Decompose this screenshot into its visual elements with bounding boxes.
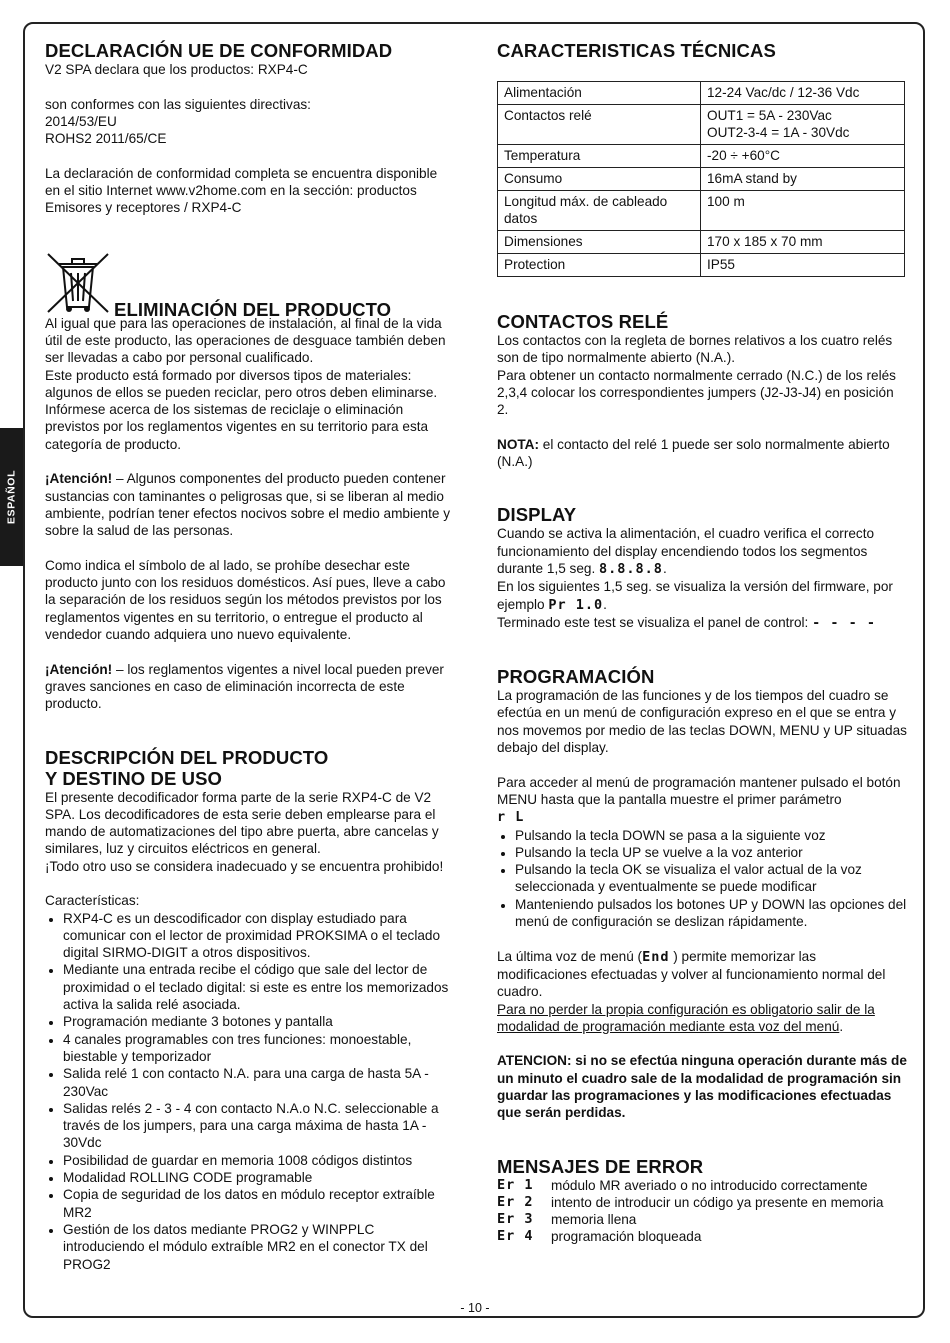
programming-list xyxy=(497,827,907,931)
page-number: - 10 - xyxy=(460,1301,490,1315)
error-text: memoria llena xyxy=(551,1212,637,1228)
errors-title: MENSAJES DE ERROR xyxy=(497,1155,704,1177)
list-item: • Gestión de los datos mediante PROG2 y WINPPLC introduciendo el módulo extraíble MR2 en el conector TX del PROG2 xyxy=(63,1221,455,1273)
description-title-line1: DESCRIPCIÓN DEL PRODUCTO xyxy=(45,746,329,768)
segment-code: 8.8.8.8 xyxy=(599,560,663,577)
table-row xyxy=(498,168,905,191)
programming-p2: Para acceder al menú de programación mantener pulsado el botón MENU hasta que la pantalla muestre el primer parámetro xyxy=(497,774,901,807)
spec-label: Temperatura xyxy=(498,145,701,168)
error-row xyxy=(497,1177,907,1194)
description-p1: El presente decodificador forma parte de la serie RXP4-C de V2 SPA. Los decodificadores de esta serie deben emplearse para el mando de automatizaciones del tipo abre puerta, abre cancelas y similares, luz y circuitos eléctricos en general. xyxy=(45,789,439,857)
programming-section xyxy=(497,666,907,1121)
error-row xyxy=(497,1211,907,1228)
display-p2: En los siguientes 1,5 seg. se visualiza la versión del firmware, por ejemplo Pr 1.0. xyxy=(497,579,893,613)
segment-code: r L xyxy=(497,809,525,826)
description-section xyxy=(45,747,455,1273)
display-p1: Cuando se activa la alimentación, el cuadro verifica el correcto funcionamiento del display encendiendo todos los segmentos durante 1,5 seg. 8.8.8.8. xyxy=(497,526,875,577)
table-row xyxy=(498,145,905,168)
error-code: Er 3 xyxy=(497,1211,534,1228)
directive-item: ROHS2 2011/65/CE xyxy=(45,131,167,147)
programming-warning: ATENCION: si no se efectúa ninguna operación durante más de un minuto el cuadro sale de la modalidad de programación sin guardar las programaciones y las modificaciones efectuadas que serán perdidas. xyxy=(497,1053,907,1121)
list-item: • Modalidad ROLLING CODE programable xyxy=(63,1169,455,1186)
list-item: • Pulsando la tecla DOWN se pasa a la siguiente voz xyxy=(515,827,907,844)
list-item: • 4 canales programables con tres funciones: monoestable, biestable y temporizador xyxy=(63,1031,455,1066)
display-section xyxy=(497,504,907,632)
error-text: intento de introducir un código ya presente en memoria xyxy=(551,1194,884,1210)
segment-code: Pr 1.0 xyxy=(548,596,604,613)
table-row xyxy=(498,254,905,277)
description-p2: ¡Todo otro uso se considera inadecuado y se encuentra prohibido! xyxy=(45,858,444,874)
features-label: Características: xyxy=(45,893,140,909)
table-row xyxy=(498,105,905,145)
declaration-section xyxy=(45,40,455,217)
right-column xyxy=(497,40,907,1246)
display-p3: Terminado este test se visualiza el panel de control: - - - - xyxy=(497,614,876,631)
relay-note: NOTA: el contacto del relé 1 puede ser solo normalmente abierto (N.A.) xyxy=(497,436,890,470)
list-item: • Pulsando la tecla UP se vuelve a la voz anterior xyxy=(515,844,907,861)
specs-title: CARACTERISTICAS TÉCNICAS xyxy=(497,40,776,61)
list-item: • Salidas relés 2 - 3 - 4 con contacto N.A.o N.C. seleccionable a través de los jumpers, para una carga máxima de hasta 1A - 30Vdc xyxy=(63,1100,455,1152)
disposal-p3: Como indica el símbolo de al lado, se prohíbe desechar este producto junto con los residuos domésticos. Así pues, lleve a cabo la separación de los residuos según los métodos previstos por los reglamentos vigentes en su territorio, o entregue el producto al vendedor cuando adquiera uno nuevo equivalente. xyxy=(45,557,446,643)
programming-title: PROGRAMACIÓN xyxy=(497,666,655,688)
error-code: Er 4 xyxy=(497,1228,534,1245)
spec-value: 100 m xyxy=(701,191,905,231)
disposal-warning2: ¡Atención! – los reglamentos vigentes a nivel local pueden prever graves sanciones en caso de eliminación incorrecta de este producto. xyxy=(45,661,444,712)
spec-label: Protection xyxy=(498,254,701,277)
programming-p3-underlined: Para no perder la propia configuración es obligatorio salir de la modalidad de programación mediante esta voz del menú. xyxy=(497,1001,875,1034)
list-item: • Salida relé 1 con contacto N.A. para una carga de hasta 5A - 230Vac xyxy=(63,1065,455,1100)
declaration-availability: La declaración de conformidad completa se encuentra disponible en el sitio Internet www.v2home.com en la sección: productos Emisores y receptores / RXP4-C xyxy=(45,165,438,216)
list-item: • Manteniendo pulsados los botones UP y DOWN las opciones del menú de configuración se deslizan rápidamente. xyxy=(515,896,907,931)
error-code: Er 2 xyxy=(497,1193,534,1210)
segment-code: - - - - xyxy=(812,614,876,631)
spec-value: 16mA stand by xyxy=(701,168,905,191)
relay-p1: Los contactos con la regleta de bornes relativos a los cuatro relés son de tipo normalmente abierto (N.A.). xyxy=(497,333,893,366)
programming-p3: La última voz de menú (End ) permite memorizar las modificaciones efectuadas y volver al funcionamiento normal del cuadro. xyxy=(497,948,886,1000)
spec-value: -20 ÷ +60°C xyxy=(701,145,905,168)
description-title-line2: Y DESTINO DE USO xyxy=(45,767,223,789)
spec-value: 12-24 Vac/dc / 12-36 Vdc xyxy=(701,82,905,105)
error-text: módulo MR averiado o no introducido correctamente xyxy=(551,1177,868,1193)
relay-section xyxy=(497,311,907,470)
error-row xyxy=(497,1228,907,1245)
segment-code: End xyxy=(642,948,670,965)
error-text: programación bloqueada xyxy=(551,1229,702,1245)
disposal-p1: Al igual que para las operaciones de instalación, al final de la vida útil de este producto, las operaciones de desguace también deben ser llevadas a cabo por personal cualificado. xyxy=(45,315,446,366)
spec-label: Alimentación xyxy=(498,82,701,105)
relay-p2: Para obtener un contacto normalmente cerrado (N.C.) de los relés 2,3,4 colocar los correspondientes jumpers (J2-J3-J4) en posición 2. xyxy=(497,367,896,418)
list-item: • Mediante una entrada recibe el código que sale del lector de proximidad o el teclado digital: si este es entre los memorizados activa la salida relé asociada. xyxy=(63,961,455,1013)
disposal-section xyxy=(45,251,455,713)
disposal-p2: Este producto está formado por diversos tipos de materiales: algunos de ellos se pueden reciclar, pero otros deben eliminarse. Infórmese acerca de los sistemas de reciclaje o eliminación previstos por los reglamentos vigentes en su territorio para esta categoría de producto. xyxy=(45,367,438,452)
programming-p1: La programación de las funciones y de los tiempos del cuadro se efectúa en un menú de configuración expreso en el que se entra y nos movemos por medio de las teclas DOWN, MENU y UP situadas debajo del display. xyxy=(497,688,907,756)
language-label: ESPAÑOL xyxy=(4,469,17,525)
spec-label: Dimensiones xyxy=(498,231,701,254)
relay-title: CONTACTOS RELÉ xyxy=(497,311,669,332)
errors-section xyxy=(497,1156,907,1246)
directive-item: 2014/53/EU xyxy=(45,113,117,129)
specs-section xyxy=(497,40,907,277)
spec-value: 170 x 185 x 70 mm xyxy=(701,231,905,254)
left-column xyxy=(45,40,455,1273)
table-row xyxy=(498,231,905,254)
list-item: • Programación mediante 3 botones y pantalla xyxy=(63,1013,455,1030)
spec-label: Consumo xyxy=(498,168,701,191)
specs-table xyxy=(497,81,905,277)
disposal-warning1: ¡Atención! – Algunos componentes del producto pueden contener sustancias con taminantes o peligrosas que, si se liberan al medio ambiente, podrían tener efectos nocivos sobre el medio ambiente y sobre la salud de las personas. xyxy=(45,471,451,539)
declaration-conform-line: son conformes con las siguientes directivas: xyxy=(45,96,311,112)
list-item: • Pulsando la tecla OK se visualiza el valor actual de la voz seleccionada y eventualmente se puede modificar xyxy=(515,861,907,896)
crossed-out-bin-icon xyxy=(45,251,111,315)
spec-value: OUT1 = 5A - 230Vac OUT2-3-4 = 1A - 30Vdc xyxy=(701,105,905,145)
spec-value: IP55 xyxy=(701,254,905,277)
features-list xyxy=(45,910,455,1273)
spec-label: Longitud máx. de cableado datos xyxy=(498,191,701,231)
declaration-intro: V2 SPA declara que los productos: RXP4-C xyxy=(45,62,308,77)
declaration-title: DECLARACIÓN UE DE CONFORMIDAD xyxy=(45,40,393,61)
programming-p2-code xyxy=(497,808,907,826)
error-row xyxy=(497,1194,907,1211)
list-item: • Posibilidad de guardar en memoria 1008 códigos distintos xyxy=(63,1152,455,1169)
disposal-title: ELIMINACIÓN DEL PRODUCTO xyxy=(114,298,392,320)
table-row xyxy=(498,191,905,231)
list-item: • RXP4-C es un descodificador con display estudiado para comunicar con el lector de proximidad PROKSIMA o el teclado digital SIRMO-DIGIT a otros dispositivos. xyxy=(63,910,455,962)
table-row xyxy=(498,82,905,105)
list-item: • Copia de seguridad de los datos en módulo receptor extraíble MR2 xyxy=(63,1186,455,1221)
display-title: DISPLAY xyxy=(497,504,577,526)
language-tab xyxy=(0,428,23,566)
spec-label: Contactos relé xyxy=(498,105,701,145)
error-code: Er 1 xyxy=(497,1176,534,1193)
